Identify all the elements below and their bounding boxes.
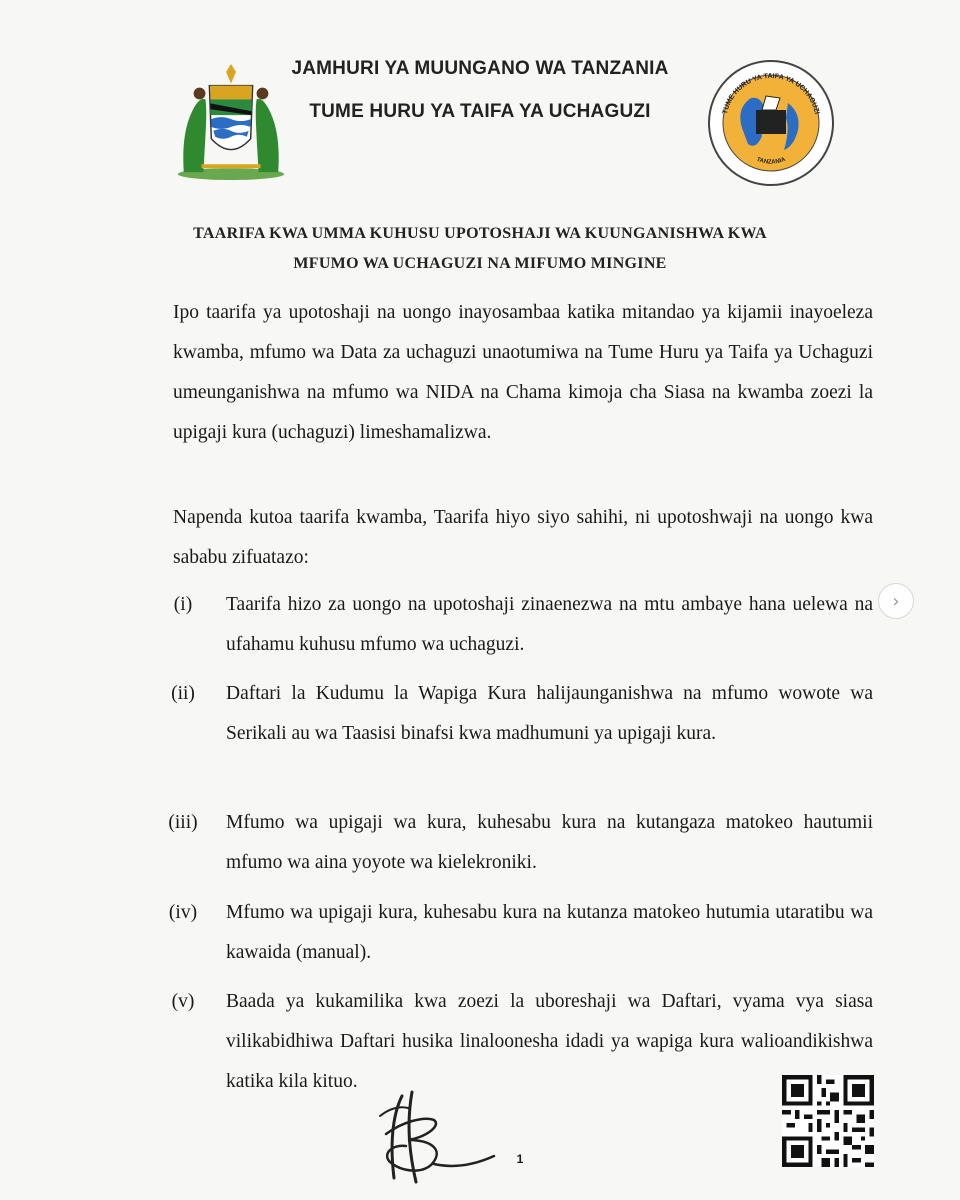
- seal-ring-text: TUME HURU YA TAIFA YA UCHAGUZI: [721, 72, 821, 115]
- qr-code-image: [782, 1075, 874, 1167]
- list-item-number: (i): [173, 594, 193, 615]
- list-item-text: Baada ya kukamilika kwa zoezi la uboreshaji wa Daftari, vyama vya siasa vilikabidhiwa Daftari husika linaloonesha idadi ya wapiga kura walioandikishwa katika kila kituo.: [226, 991, 873, 1092]
- list-item-text: Daftari la Kudumu la Wapiga Kura halijaunganishwa na mfumo wowote wa Serikali au wa Taasisi binafsi kwa madhumuni ya upigaji kura.: [226, 683, 873, 744]
- list-item-number: (ii): [171, 683, 195, 704]
- list-item-number: (iii): [168, 812, 198, 833]
- chevron-right-icon: ›: [892, 590, 900, 612]
- handwritten-signature: [372, 1086, 502, 1186]
- body-paragraph-2: Napenda kutoa taarifa kwamba, Taarifa hiyo siyo sahihi, ni upotoshwaji na uongo kwa sababu zifuatazo:: [173, 507, 873, 568]
- list-item-number: (v): [171, 991, 195, 1012]
- list-item-text: Mfumo wa upigaji kura, kuhesabu kura na kutanza matokeo hutumia utaratibu wa kawaida (manual).: [226, 902, 873, 963]
- page-number: 1: [516, 1152, 524, 1166]
- seal-country-text: TANZANIA: [755, 156, 787, 166]
- coat-of-arms-logo: [172, 64, 290, 182]
- list-item-number: (iv): [168, 902, 198, 923]
- list-item-text: Mfumo wa upigaji wa kura, kuhesabu kura na kutangaza matokeo hautumii mfumo wa aina yoyote wa kielekroniki.: [226, 812, 873, 873]
- body-paragraph-1: Ipo taarifa ya upotoshaji na uongo inayosambaa katika mitandao ya kijamii inayoeleza kwamba, mfumo wa Data za uchaguzi unaotumiwa na Tume Huru ya Taifa ya Uchaguzi umeunganishwa na mfumo wa NIDA na Chama kimoja cha Siasa na kwamba zoezi la upigaji kura (uchaguzi) limeshamalizwa.: [173, 302, 873, 443]
- commission-name-heading: TUME HURU YA TAIFA YA UCHAGUZI: [309, 101, 651, 122]
- notice-title-line-1: TAARIFA KWA UMMA KUHUSU UPOTOSHAJI WA KUUNGANISHWA KWA: [193, 225, 767, 242]
- notice-title-line-2: MFUMO WA UCHAGUZI NA MIFUMO MINGINE: [293, 255, 667, 272]
- list-item-text: Taarifa hizo za uongo na upotoshaji zinaenezwa na mtu ambaye hana uelewa na ufahamu kuhusu mfumo wa uchaguzi.: [226, 594, 873, 655]
- next-slide-button[interactable]: [878, 583, 914, 619]
- country-name-heading: JAMHURI YA MUUNGANO WA TANZANIA: [291, 58, 669, 79]
- election-commission-seal-logo: [706, 58, 836, 188]
